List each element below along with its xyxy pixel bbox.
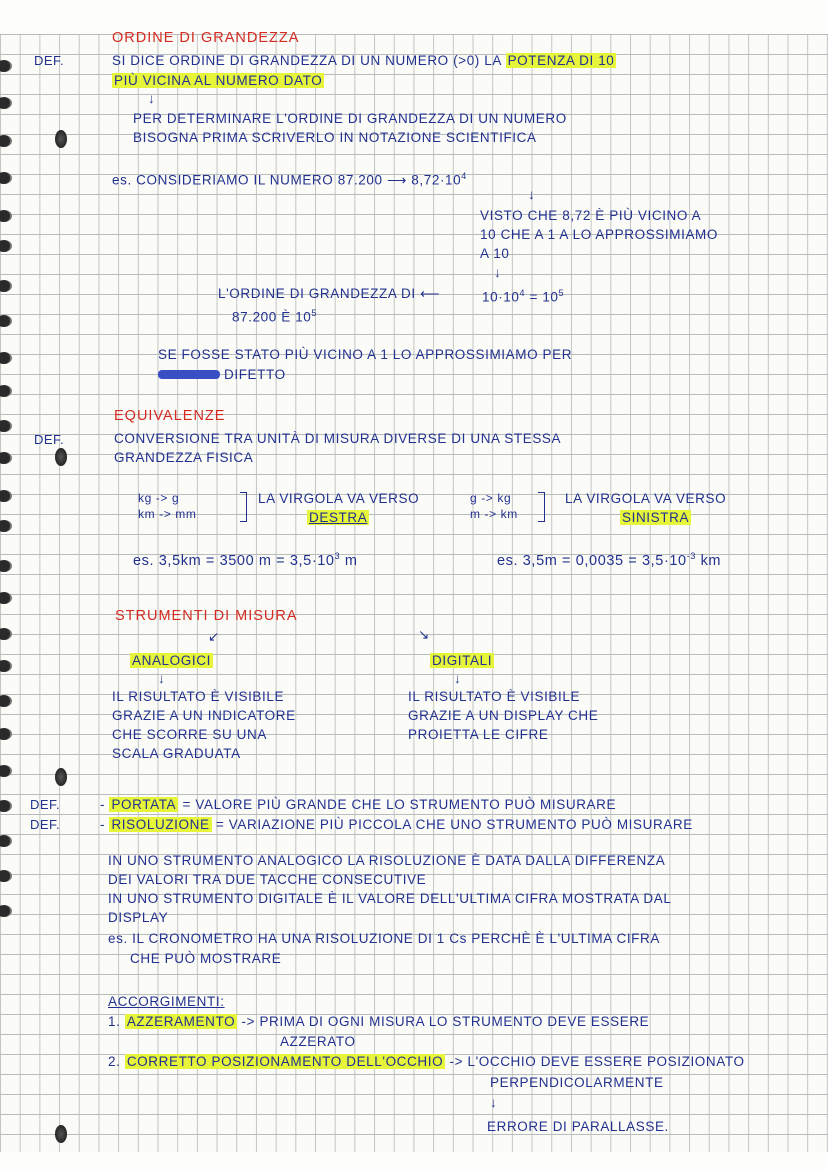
note-line: IN UNO STRUMENTO ANALOGICO LA RISOLUZIONE È DATA DALLA DIFFERENZA [108,853,666,868]
note-line: DESTRA [309,510,368,525]
note-line: L'ORDINE DI GRANDEZZA DI ⟵ [218,286,441,301]
conversion: m -> km [470,507,518,521]
digital-line: GRAZIE A UN DISPLAY CHE [408,708,599,723]
heading-strumenti: STRUMENTI DI MISURA [115,608,298,624]
example-line: es. CONSIDERIAMO IL NUMERO 87.200 ⟶ $8,72\cdot 10^4$ [112,171,467,188]
grid-paper [0,34,828,1152]
definition-line: GRANDEZZA FISICA [114,450,254,465]
note-line: 10 CHE A 1 A LO APPROSSIMIAMO [480,227,718,242]
note-line: BISOGNA PRIMA SCRIVERLO IN NOTAZIONE SCIENTIFICA [133,130,537,145]
note-line: IN UNO STRUMENTO DIGITALE È IL VALORE DELL'ULTIMA CIFRA MOSTRATA DAL [108,891,672,906]
note-line: DIFETTO [158,366,286,383]
note-line: LA VIRGOLA VA VERSO [565,491,727,506]
portata-definition: - PORTATA = VALORE PIÙ GRANDE CHE LO STRUMENTO PUÒ MISURARE [100,797,617,812]
example-line: es. $3,5m = 0,0035 = 3,5\cdot 10^{-3}$ km [497,551,722,569]
note-line: A 10 [480,246,510,261]
note-line: SE FOSSE STATO PIÙ VICINO A 1 LO APPROSSIMIAMO PER [158,347,573,362]
conversion: g -> kg [470,491,512,505]
def-label: DEF. [30,797,61,812]
note-line: PER DETERMINARE L'ORDINE DI GRANDEZZA DI UN NUMERO [133,111,567,126]
arrow-down-icon: ↓ [454,671,462,686]
note-line: 87.200 È $10^5$ [232,308,318,325]
punch-hole [55,448,67,466]
conversion: km -> mm [138,507,197,521]
arrow-down-right-icon: ↘ [418,627,430,642]
accorgimento-1: 1. AZZERAMENTO -> PRIMA DI OGNI MISURA LO STRUMENTO DEVE ESSERE [108,1014,650,1029]
arrow-down-icon: ↓ [494,265,502,280]
def-label: DEF. [34,432,65,447]
note-line: PERPENDICOLARMENTE [490,1075,664,1090]
bracket [538,492,545,522]
example-line: es. 3,5km = 3500 $m = 3,5\cdot 10^3$ m [133,551,358,569]
risoluzione-definition: - RISOLUZIONE = VARIAZIONE PIÙ PICCOLA CHE UNO STRUMENTO PUÒ MISURARE [100,817,693,832]
bracket [240,492,247,522]
label-analogici: ANALOGICI [132,653,211,668]
def-label: DEF. [30,817,61,832]
punch-hole [55,1125,67,1143]
analog-line: SCALA GRADUATA [112,746,241,761]
note-line: CHE PUÒ MOSTRARE [130,951,282,966]
heading-equivalenze: EQUIVALENZE [114,408,226,424]
note-line: $10\cdot 10^4 = 10^5$ [482,288,565,305]
arrow-down-icon: ↓ [148,91,156,106]
digital-line: IL RISULTATO È VISIBILE [408,689,581,704]
definition-line: PIÙ VICINA AL NUMERO DATO [114,73,323,88]
note-line: SINISTRA [622,510,690,525]
note-line: VISTO CHE 8,72 È PIÙ VICINO A [480,208,702,223]
heading-accorgimenti: ACCORGIMENTI: [108,994,225,1009]
note-line: es. IL CRONOMETRO HA UNA RISOLUZIONE DI 1 Cs PERCHÈ È L'ULTIMA CIFRA [108,931,660,946]
label-digitali: DIGITALI [432,653,493,668]
punch-hole [55,130,67,148]
heading-ordine-grandezza: ORDINE DI GRANDEZZA [112,30,300,46]
arrow-down-icon: ↓ [490,1095,498,1110]
definition-line: SI DICE ORDINE DI GRANDEZZA DI UN NUMERO (>0) LA POTENZA DI 10 [112,53,615,68]
arrow-down-icon: ↓ [528,187,536,202]
analog-line: GRAZIE A UN INDICATORE [112,708,296,723]
def-label: DEF. [34,53,65,68]
note-line: LA VIRGOLA VA VERSO [258,491,420,506]
note-line: DEI VALORI TRA DUE TACCHE CONSECUTIVE [108,872,427,887]
accorgimento-2: 2. CORRETTO POSIZIONAMENTO DELL'OCCHIO -> L'OCCHIO DEVE ESSERE POSIZIONATO [108,1054,745,1069]
analog-line: CHE SCORRE SU UNA [112,727,267,742]
note-line: DISPLAY [108,910,169,925]
note-line: AZZERATO [280,1034,356,1049]
arrow-down-left-icon: ↙ [208,629,220,644]
punch-hole [55,768,67,786]
arrow-down-icon: ↓ [158,671,166,686]
definition-line: CONVERSIONE TRA UNITÀ DI MISURA DIVERSE DI UNA STESSA [114,431,562,446]
conversion: kg -> g [138,491,180,505]
digital-line: PROIETTA LE CIFRE [408,727,549,742]
analog-line: IL RISULTATO È VISIBILE [112,689,285,704]
note-line: ERRORE DI PARALLASSE. [487,1119,669,1134]
